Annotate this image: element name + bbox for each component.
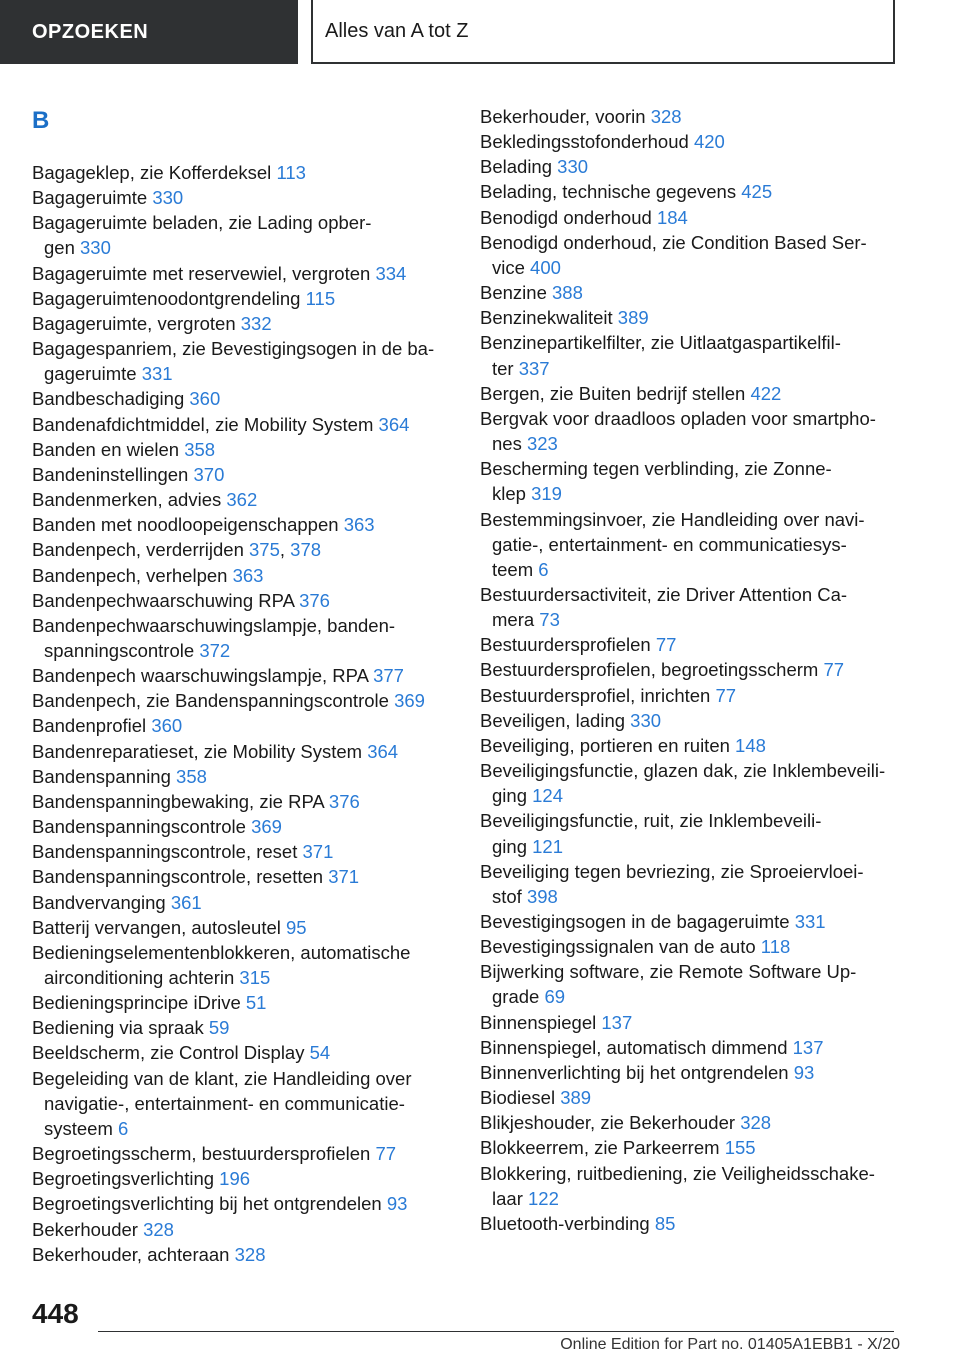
- index-entry: [32, 462, 452, 487]
- page-link[interactable]: 196: [219, 1168, 251, 1190]
- entry-term: Bandenreparatieset, zie Mobility System: [32, 740, 363, 762]
- page-link[interactable]: 332: [240, 312, 272, 334]
- entry-term: Bandenpechwaarschuwing RPA: [32, 589, 294, 611]
- entry-term-continued: laar: [492, 1187, 523, 1209]
- entry-term: Bluetooth-verbinding: [480, 1212, 650, 1234]
- page-link[interactable]: 93: [793, 1061, 815, 1083]
- index-list-right: [480, 104, 900, 1236]
- page-link[interactable]: 389: [617, 307, 649, 329]
- entry-term: Bandenspanningbewaking, zie RPA: [32, 790, 324, 812]
- entry-term: Banden met noodloopeigenschappen: [32, 514, 339, 536]
- index-entry: [32, 1040, 452, 1065]
- entry-term: Beveiliging tegen bevriezing, zie Sproeiervloei-: [480, 860, 864, 882]
- index-entry: [480, 305, 900, 330]
- index-entry: Bandenpech, verderrijden 375, 378: [32, 539, 322, 561]
- page-link[interactable]: 77: [823, 659, 845, 681]
- entry-term: Bandenspanning: [32, 765, 171, 787]
- page-link[interactable]: 389: [560, 1087, 592, 1109]
- page-link[interactable]: 124: [532, 785, 563, 807]
- entry-term: Bandenspanningscontrole, resetten: [32, 866, 324, 888]
- entry-term: Bedieningsprincipe iDrive: [32, 992, 241, 1014]
- page-link[interactable]: 358: [184, 438, 216, 460]
- index-entry: [480, 733, 900, 758]
- index-entry: [32, 1217, 452, 1242]
- index-entry: [32, 990, 452, 1015]
- page-link[interactable]: 371: [328, 866, 360, 888]
- index-entry: [32, 160, 452, 185]
- index-list-left: [32, 160, 452, 1267]
- page-link[interactable]: 328: [740, 1112, 772, 1134]
- page-link[interactable]: 375: [249, 539, 280, 561]
- index-entry: [32, 1242, 452, 1267]
- entry-term: Bandeninstellingen: [32, 463, 189, 485]
- page-link[interactable]: 328: [143, 1218, 174, 1240]
- index-entry: [32, 940, 452, 990]
- entry-term: Bandbeschadiging: [32, 388, 185, 410]
- entry-term: Belading: [480, 156, 553, 178]
- index-entry: [480, 507, 900, 582]
- page-link[interactable]: 51: [245, 992, 267, 1014]
- page-link[interactable]: 337: [518, 357, 550, 379]
- entry-term: Benzinekwaliteit: [480, 307, 613, 329]
- page-link[interactable]: 319: [531, 483, 562, 505]
- entry-term-continued: stof: [492, 885, 522, 907]
- entry-term: Beeldscherm, zie Control Display: [32, 1042, 305, 1064]
- page-link[interactable]: 364: [378, 413, 410, 435]
- entry-term: Bandvervanging: [32, 891, 166, 913]
- page-link[interactable]: 422: [750, 382, 782, 404]
- index-entry: [480, 230, 900, 280]
- page-link[interactable]: 376: [328, 790, 360, 812]
- entry-term: Bandenafdichtmiddel, zie Mobility System: [32, 413, 374, 435]
- page-link[interactable]: 425: [741, 181, 773, 203]
- page-link[interactable]: 323: [526, 433, 558, 455]
- footer-divider: [98, 1331, 894, 1332]
- entry-term-continued: gageruimte: [44, 363, 137, 385]
- entry-term: Beveiligingsfunctie, ruit, zie Inklembeveili-: [480, 810, 822, 832]
- page-link[interactable]: 330: [557, 156, 589, 178]
- page-link[interactable]: 363: [232, 564, 264, 586]
- entry-term-continued: spanningscontrole: [44, 639, 195, 661]
- entry-term-continued: gen: [44, 237, 75, 259]
- index-entry: [32, 437, 452, 462]
- page-link[interactable]: 360: [189, 388, 221, 410]
- page-link[interactable]: 371: [302, 841, 334, 863]
- index-entry: [480, 632, 900, 657]
- entry-term-continued: ging: [492, 835, 527, 857]
- entry-term: Bestuurdersactiviteit, zie Driver Attention Ca-: [480, 583, 848, 605]
- entry-term: Bestuurdersprofiel, inrichten: [480, 684, 711, 706]
- entry-term-continued: teem: [492, 558, 534, 580]
- index-entry: [32, 739, 452, 764]
- page-link[interactable]: 369: [394, 690, 425, 712]
- page-link[interactable]: 115: [305, 287, 336, 309]
- page-link[interactable]: 328: [234, 1243, 266, 1265]
- page-link[interactable]: 95: [286, 916, 307, 938]
- index-entry: [480, 104, 900, 129]
- page-link[interactable]: 330: [152, 187, 184, 209]
- index-entry: [32, 890, 452, 915]
- entry-term: Bevestigingssignalen van de auto: [480, 936, 756, 958]
- page-link[interactable]: 113: [276, 162, 306, 183]
- entry-term: Binnenspiegel, automatisch dimmend: [480, 1036, 788, 1058]
- entry-term-continued: airconditioning achterin: [44, 967, 235, 988]
- entry-term: Bergvak voor draadloos opladen voor smartpho-: [480, 407, 876, 429]
- page-link[interactable]: 137: [601, 1011, 633, 1033]
- entry-term: Bescherming tegen verblinding, zie Zonne-: [480, 458, 832, 480]
- page-link[interactable]: 360: [151, 715, 183, 737]
- index-entry: [480, 179, 900, 204]
- page-link[interactable]: 361: [170, 891, 202, 913]
- index-entry: [32, 386, 452, 411]
- entry-term: Begroetingsverlichting: [32, 1168, 215, 1190]
- index-entry: [480, 1010, 900, 1035]
- index-entry: [32, 613, 452, 663]
- entry-term: Bediening via spraak: [32, 1017, 204, 1039]
- entry-term: Bandenpech, verhelpen: [32, 564, 228, 586]
- entry-term: Bandenmerken, advies: [32, 489, 222, 511]
- index-entry: [480, 808, 900, 858]
- index-entry: [32, 210, 452, 260]
- index-entry: [480, 657, 900, 682]
- index-column-left: [32, 104, 452, 1267]
- entry-term: Blokkeerrem, zie Parkeerrem: [480, 1137, 720, 1159]
- page-link[interactable]: 315: [239, 967, 271, 988]
- entry-term-continued: systeem: [44, 1117, 113, 1139]
- index-entry: [480, 582, 900, 632]
- entry-term: Bekledingsstofonderhoud: [480, 131, 689, 153]
- index-entry: [32, 915, 452, 940]
- entry-term: Batterij vervangen, autosleutel: [32, 916, 281, 938]
- page-link[interactable]: 122: [528, 1187, 559, 1209]
- entry-term: Bagageruimte met reservewiel, vergroten: [32, 262, 371, 284]
- page-link[interactable]: 148: [735, 734, 766, 756]
- page-link[interactable]: 362: [226, 489, 258, 511]
- index-entry: [32, 839, 452, 864]
- entry-term: Bagageruimte: [32, 187, 148, 209]
- index-entry: [32, 688, 452, 713]
- page-link[interactable]: 420: [693, 131, 725, 153]
- page-link[interactable]: 334: [375, 262, 407, 284]
- entry-term-continued: ter: [492, 357, 514, 379]
- page-link[interactable]: 93: [386, 1193, 408, 1215]
- entry-term: Bagageruimte, vergroten: [32, 312, 236, 334]
- entry-term: Begroetingsscherm, bestuurdersprofielen: [32, 1143, 371, 1165]
- entry-term-continued: navigatie-, entertainment- en communicatie-: [44, 1092, 405, 1114]
- index-entry: [480, 129, 900, 154]
- entry-term: Bandenpech waarschuwingslampje, RPA: [32, 665, 368, 687]
- page-number: 448: [32, 1298, 79, 1329]
- entry-term: Begeleiding van de klant, zie Handleiding over: [32, 1067, 412, 1089]
- index-entry: [32, 286, 452, 311]
- page-link[interactable]: 77: [715, 684, 737, 706]
- index-entry: [480, 959, 900, 1009]
- entry-term-continued: nes: [492, 433, 522, 455]
- page-link[interactable]: 377: [373, 665, 404, 687]
- entry-term: Bandenspanningscontrole, reset: [32, 841, 298, 863]
- footer-edition: Online Edition for Part no. 01405A1EBB1 - X/20: [560, 1336, 900, 1353]
- section-letter: B: [32, 107, 50, 134]
- entry-term: Belading, technische gegevens: [480, 181, 737, 203]
- entry-term: Beveiligingsfunctie, glazen dak, zie Inklembeveili-: [480, 760, 886, 782]
- entry-term: Bestemmingsinvoer, zie Handleiding over navi-: [480, 508, 865, 530]
- entry-term: Binnenspiegel: [480, 1011, 597, 1033]
- page-link[interactable]: 121: [532, 835, 563, 857]
- index-entry: [32, 1015, 452, 1040]
- chapter-title-tab: [311, 0, 895, 64]
- index-entry: [480, 330, 900, 380]
- index-entry: [480, 1135, 900, 1160]
- page-link[interactable]: 398: [526, 885, 558, 907]
- index-entry: [32, 1191, 452, 1216]
- page-link[interactable]: 328: [650, 106, 682, 127]
- page-link[interactable]: 331: [794, 911, 826, 932]
- index-entry: [480, 1211, 900, 1236]
- index-entry: [32, 336, 452, 386]
- entry-term: Beveiligen, lading: [480, 709, 626, 731]
- entry-term: Bestuurdersprofielen, begroetingsscherm: [480, 659, 819, 681]
- index-entry: [32, 311, 452, 336]
- entry-term: Bagageklep, zie Kofferdeksel: [32, 162, 272, 183]
- page-link[interactable]: 363: [343, 514, 375, 536]
- entry-term: Bagageruimte beladen, zie Lading opber-: [32, 212, 372, 234]
- entry-term: Beveiliging, portieren en ruiten: [480, 734, 730, 756]
- page-link[interactable]: 155: [724, 1137, 756, 1159]
- entry-term: Biodiesel: [480, 1087, 556, 1109]
- index-entry: [480, 708, 900, 733]
- index-entry: [32, 512, 452, 537]
- index-entry: [480, 456, 900, 506]
- entry-term: Benodigd onderhoud: [480, 206, 652, 228]
- entry-term-continued: vice: [492, 256, 525, 278]
- index-entry: [32, 713, 452, 738]
- index-column-right: [480, 104, 900, 1236]
- index-entry: [32, 185, 452, 210]
- page-link[interactable]: 364: [367, 740, 399, 762]
- entry-term: Bekerhouder, achteraan: [32, 1243, 230, 1265]
- page-link[interactable]: 59: [208, 1017, 230, 1039]
- entry-term: Binnenverlichting bij het ontgrendelen: [480, 1061, 789, 1083]
- chapter-title: Alles van A tot Z: [325, 19, 469, 42]
- page-link[interactable]: 372: [199, 639, 231, 661]
- page-link[interactable]: 400: [530, 256, 561, 278]
- entry-term: Bijwerking software, zie Remote Software Up-: [480, 961, 857, 983]
- section-tab-label: OPZOEKEN: [32, 20, 149, 43]
- entry-term: Benzinepartikelfilter, zie Uitlaatgaspartikelfil-: [480, 332, 841, 354]
- entry-term: Bekerhouder, voorin: [480, 106, 646, 127]
- entry-term: Bevestigingsogen in de bagageruimte: [480, 911, 790, 932]
- index-entry: [480, 1035, 900, 1060]
- index-entry: [32, 588, 452, 613]
- entry-term-continued: ging: [492, 785, 527, 807]
- index-entry: [480, 154, 900, 179]
- index-entry: [480, 909, 900, 934]
- index-entry: [480, 859, 900, 909]
- entry-term: Bandenpech, zie Bandenspanningscontrole: [32, 690, 389, 712]
- page-link[interactable]: 358: [176, 765, 207, 787]
- index-entry: [480, 1085, 900, 1110]
- page-link[interactable]: 54: [309, 1042, 331, 1064]
- index-entry: [480, 758, 900, 808]
- entry-term: Bestuurdersprofielen: [480, 634, 651, 656]
- index-entry: [480, 280, 900, 305]
- page-link[interactable]: 6: [118, 1117, 129, 1139]
- index-entry: [32, 261, 452, 286]
- entry-term: Bekerhouder: [32, 1218, 138, 1240]
- page-link[interactable]: 118: [760, 936, 791, 958]
- index-entry: [32, 663, 452, 688]
- page-link[interactable]: 69: [544, 986, 566, 1008]
- entry-term: Bandenpechwaarschuwingslampje, banden-: [32, 614, 396, 636]
- page-link[interactable]: 376: [299, 589, 330, 611]
- page-link[interactable]: 77: [375, 1143, 397, 1165]
- entry-term: Bagagespanriem, zie Bevestigingsogen in de ba-: [32, 338, 435, 360]
- page-link[interactable]: 330: [80, 237, 111, 259]
- index-entry: [32, 864, 452, 889]
- page-link[interactable]: 137: [792, 1036, 824, 1058]
- index-entry: [480, 1110, 900, 1135]
- index-entry: [32, 1141, 452, 1166]
- page-link[interactable]: 6: [538, 558, 549, 580]
- page-link[interactable]: 378: [290, 539, 322, 561]
- page-link[interactable]: 184: [656, 206, 688, 228]
- entry-term: Banden en wielen: [32, 438, 180, 460]
- page-link[interactable]: 73: [539, 609, 560, 631]
- index-entry: [32, 1166, 452, 1191]
- page-link[interactable]: 330: [630, 709, 662, 731]
- section-tab[interactable]: [0, 0, 298, 64]
- index-entry: [480, 205, 900, 230]
- entry-term: Bergen, zie Buiten bedrijf stellen: [480, 382, 746, 404]
- index-entry: [480, 406, 900, 456]
- entry-term: Blokkering, ruitbediening, zie Veiligheidsschake-: [480, 1162, 875, 1184]
- page-link[interactable]: 369: [251, 816, 282, 838]
- page-link[interactable]: 77: [655, 634, 677, 656]
- index-entry: [32, 789, 452, 814]
- entry-term: Bandenpech, verderrijden: [32, 539, 244, 561]
- entry-term-continued: klep: [492, 483, 526, 505]
- index-entry: [480, 381, 900, 406]
- index-entry: [32, 1066, 452, 1141]
- entry-term: Bagageruimtenoodontgrendeling: [32, 287, 301, 309]
- page-link[interactable]: 370: [193, 463, 225, 485]
- page-link[interactable]: 331: [141, 363, 173, 385]
- entry-term-continued: gatie-, entertainment- en communicatiesys-: [492, 533, 847, 555]
- page-link[interactable]: 85: [654, 1212, 676, 1234]
- entry-term: Begroetingsverlichting bij het ontgrendelen: [32, 1193, 382, 1215]
- index-entry: [32, 814, 452, 839]
- entry-term: Benzine: [480, 282, 547, 304]
- entry-term: Benodigd onderhoud, zie Condition Based Ser-: [480, 231, 867, 253]
- index-entry: [480, 683, 900, 708]
- index-entry: [32, 487, 452, 512]
- entry-term: Bandenprofiel: [32, 715, 147, 737]
- index-entry: [480, 1060, 900, 1085]
- entry-term-continued: mera: [492, 609, 535, 631]
- index-entry: [480, 934, 900, 959]
- entry-term: Bedieningselementenblokkeren, automatische: [32, 941, 411, 963]
- index-entry: [480, 1161, 900, 1211]
- index-entry: [32, 563, 452, 588]
- entry-term: Blikjeshouder, zie Bekerhouder: [480, 1112, 736, 1134]
- index-entry: [32, 412, 452, 437]
- entry-term: Bandenspanningscontrole: [32, 816, 246, 838]
- entry-term-continued: grade: [492, 986, 540, 1008]
- index-entry: [32, 764, 452, 789]
- page-link[interactable]: 388: [552, 282, 583, 304]
